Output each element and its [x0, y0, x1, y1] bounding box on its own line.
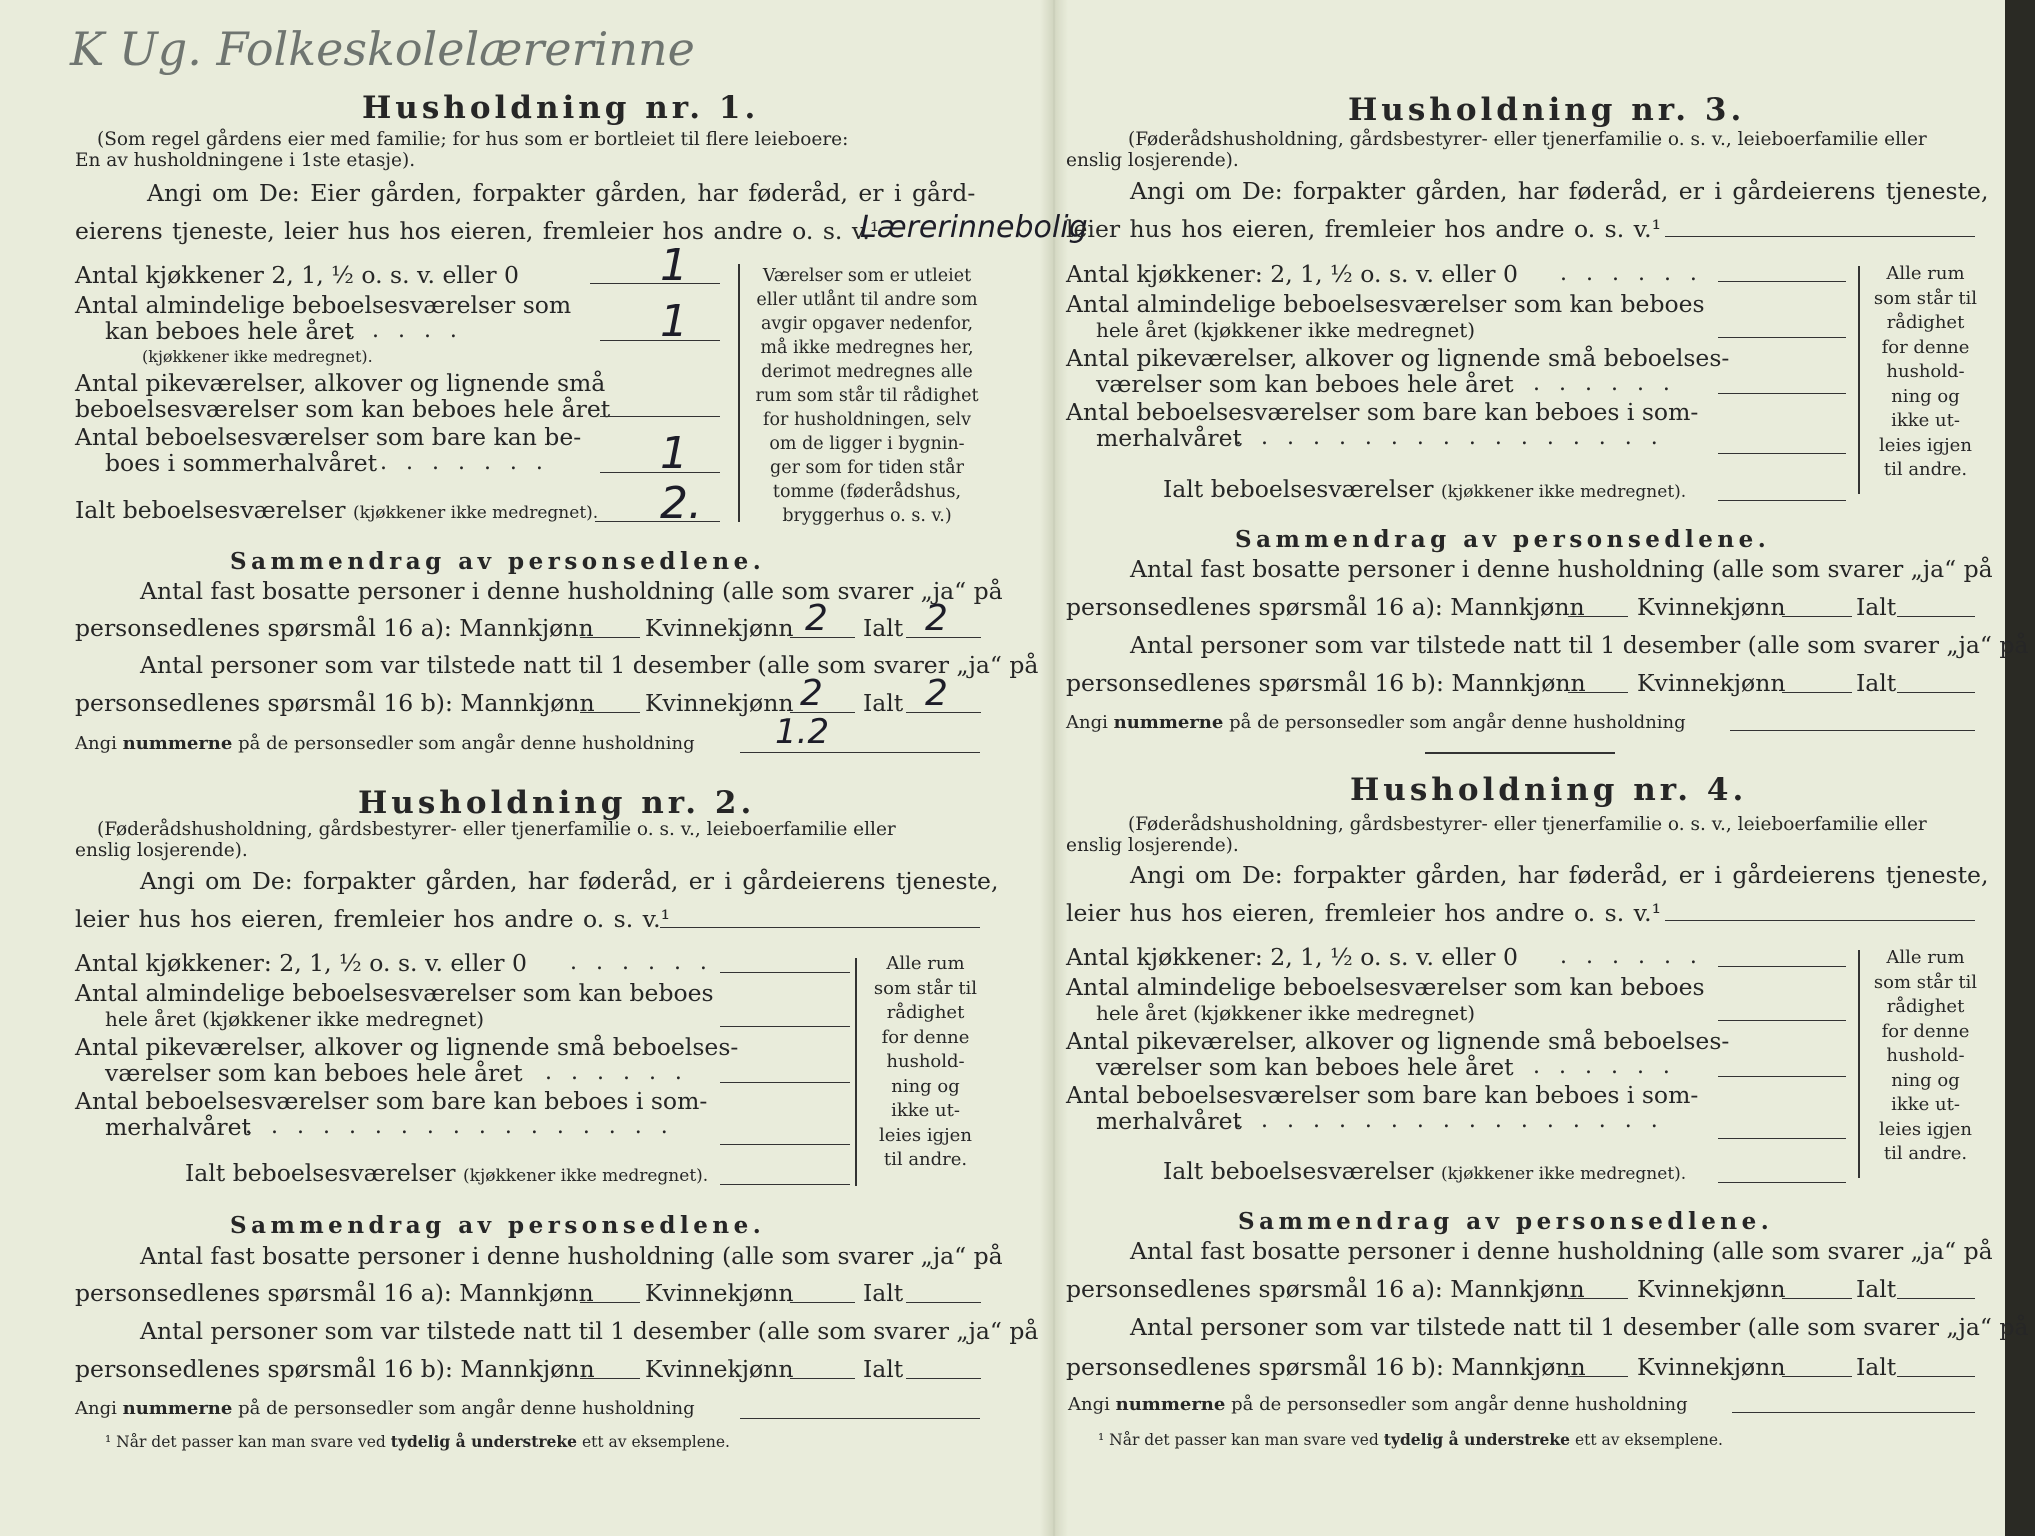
h2-numbers-bold: nummerne	[122, 1398, 233, 1419]
h4-note-1: (Føderådshusholdning, gårdsbestyrer- eller tjenerfamilie o. s. v., leieboerfamilie eller	[1128, 814, 1927, 835]
h1-total-value: 2.	[660, 478, 702, 529]
h3-total-note: (kjøkkener ikke medregnet).	[1441, 482, 1687, 502]
h2-angi-label: Angi om De:	[140, 867, 293, 895]
h3-kitchens-label: Antal kjøkkener: 2, 1, ½ o. s. v. eller 0	[1066, 260, 1518, 288]
h1-brace	[738, 264, 740, 522]
h2-note-1: (Føderådshusholdning, gårdsbestyrer- eller tjenerfamilie o. s. v., leieboerfamilie eller	[97, 819, 896, 840]
h2-pike-2: værelser som kan beboes hele året	[105, 1059, 523, 1087]
h3-numbers-post: på de personsedler som angår denne husholdning	[1229, 712, 1686, 733]
h1-numbers-pre: Angi	[75, 733, 117, 754]
h4-numbers-field[interactable]	[1732, 1412, 1975, 1413]
h4-title: Husholdning nr. 4.	[1350, 772, 1748, 808]
h2-16b-ialt-field[interactable]	[906, 1378, 981, 1379]
h4-pike-2: værelser som kan beboes hele året	[1096, 1053, 1514, 1081]
h1-angi-answer: Lærerinnebolig	[860, 210, 1088, 245]
h1-pike-1: Antal pikeværelser, alkover og lignende små	[75, 369, 606, 397]
right-footnote	[1098, 1430, 1723, 1449]
h4-numbers-pre: Angi	[1068, 1394, 1110, 1415]
h1-total-note: (kjøkkener ikke medregnet).	[353, 503, 599, 523]
h3-note-2: enslig losjerende).	[1066, 150, 1239, 171]
h2-16b-ialt-label: Ialt	[863, 1355, 904, 1383]
h4-summary-a2: personsedlenes spørsmål 16 a): Mannkjønn	[1066, 1275, 1585, 1303]
h2-16b-kvinne-field[interactable]	[790, 1378, 855, 1379]
h4-kitchens-dots: . . . . . .	[1560, 944, 1703, 969]
h4-summary-a1: Antal fast bosatte personer i denne husholdning (alle som svarer „ja“ på	[1130, 1237, 1993, 1265]
h1-note-1: (Som regel gårdens eier med familie; for hus som er bortleiet til flere leieboere:	[97, 129, 849, 150]
h2-brace	[855, 958, 857, 1186]
h4-numbers-label	[1068, 1394, 1688, 1415]
h1-summer-dots: . . . . . . .	[380, 450, 549, 475]
h1-rooms-2: kan beboes hele året	[105, 317, 354, 345]
h2-numbers-pre: Angi	[75, 1398, 117, 1419]
h4-kitchens-field[interactable]	[1718, 966, 1846, 967]
h3-summer-dots: . . . . . . . . . . . . . . . . .	[1235, 425, 1664, 450]
h2-summary-b1: Antal personer som var tilstede natt til 1 desember (alle som svarer „ja“ på	[140, 1317, 1039, 1345]
h1-rooms-1: Antal almindelige beboelsesværelser som	[75, 291, 572, 319]
h1-numbers-value: 1.2	[775, 712, 830, 752]
section-divider	[1425, 752, 1615, 754]
h2-rooms-field[interactable]	[720, 1026, 850, 1027]
h1-total-label	[75, 497, 598, 526]
h2-kitchens-dots: . . . . . .	[570, 950, 713, 975]
h1-numbers-bold: nummerne	[122, 733, 233, 754]
h1-summary-title: Sammendrag av personsedlene.	[230, 548, 766, 575]
h1-16b-kvinne-label: Kvinnekjønn	[645, 689, 794, 717]
h4-pike-1: Antal pikeværelser, alkover og lignende små beboelses-	[1066, 1027, 1730, 1055]
h1-pike-2: beboelsesværelser som kan beboes hele året	[75, 395, 611, 423]
h2-pike-field[interactable]	[720, 1082, 850, 1083]
h2-16a-ialt-label: Ialt	[863, 1279, 904, 1307]
h4-summer-1: Antal beboelsesværelser som bare kan beboes i som-	[1066, 1081, 1699, 1109]
h2-kitchens-label: Antal kjøkkener: 2, 1, ½ o. s. v. eller 0	[75, 949, 527, 977]
h3-pike-field[interactable]	[1718, 393, 1846, 394]
h3-16b-ialt-label: Ialt	[1856, 669, 1897, 697]
h4-angi-options: forpakter gården, har føderåd, er i gårdeierens tjeneste,	[1293, 861, 1989, 889]
h4-16a-ialt-field[interactable]	[1897, 1298, 1975, 1299]
h3-angi-options: forpakter gården, har føderåd, er i gårdeierens tjeneste,	[1293, 177, 1989, 205]
h4-16b-kvinne-label: Kvinnekjønn	[1637, 1353, 1786, 1381]
h1-angi-options: Eier gården, forpakter gården, har føderåd, er i gård-	[310, 179, 976, 207]
h4-numbers-bold: nummerne	[1115, 1394, 1226, 1415]
h2-note-2: enslig losjerende).	[75, 840, 248, 861]
h3-summer-field[interactable]	[1718, 453, 1846, 454]
left-footnote-mark: ¹	[105, 1433, 112, 1451]
h3-brace	[1858, 266, 1860, 494]
h1-pike-field[interactable]	[600, 416, 720, 417]
h2-numbers-field[interactable]	[740, 1418, 980, 1419]
h3-summer-1: Antal beboelsesværelser som bare kan beboes i som-	[1066, 398, 1699, 426]
right-footnote-pre: Når det passer kan man svare ved	[1109, 1431, 1379, 1449]
h1-16a-mann-field[interactable]	[580, 637, 640, 638]
h4-angi-line1	[1130, 862, 1988, 888]
h3-16a-mann-field[interactable]	[1568, 616, 1628, 617]
h2-summary-b2: personsedlenes spørsmål 16 b): Mannkjønn	[75, 1355, 595, 1383]
h3-pike-2: værelser som kan beboes hele året	[1096, 370, 1514, 398]
h2-side-note: Alle rum som står til rådighet for denne hushold- ning og ikke ut- leies igjen til andre.	[873, 953, 978, 1170]
h3-16b-mann-field[interactable]	[1568, 692, 1628, 693]
h3-summary-b2: personsedlenes spørsmål 16 b): Mannkjønn	[1066, 669, 1586, 697]
h1-note-2: En av husholdningene i 1ste etasje).	[75, 150, 416, 171]
h3-rooms-field[interactable]	[1718, 337, 1846, 338]
h3-numbers-field[interactable]	[1730, 730, 1975, 731]
h4-total-label	[1163, 1158, 1686, 1187]
h3-16a-kvinne-field[interactable]	[1782, 616, 1852, 617]
right-footnote-bold: tydelig å understreke	[1383, 1430, 1571, 1449]
h1-numbers-field[interactable]	[740, 752, 980, 753]
h3-16b-kvinne-label: Kvinnekjønn	[1637, 669, 1786, 697]
h2-total-field[interactable]	[720, 1184, 850, 1185]
h3-16a-kvinne-label: Kvinnekjønn	[1637, 593, 1786, 621]
h2-summer-field[interactable]	[720, 1144, 850, 1145]
right-footnote-post: ett av eksemplene.	[1574, 1431, 1723, 1449]
h4-pike-dots: . . . . . .	[1533, 1054, 1676, 1079]
h3-side-note: Alle rum som står til rådighet for denne hushold- ning og ikke ut- leies igjen til andre.	[1873, 263, 1978, 480]
h4-summer-2: merhalvåret	[1096, 1107, 1242, 1135]
h1-total-text: Ialt beboelsesværelser	[75, 496, 346, 524]
h2-summary-title: Sammendrag av personsedlene.	[230, 1212, 766, 1239]
h2-total-note: (kjøkkener ikke medregnet).	[463, 1166, 709, 1186]
h2-16b-mann-field[interactable]	[580, 1378, 640, 1379]
h2-angi-line2: leier hus hos eieren, fremleier hos andre o. s. v.¹	[75, 905, 671, 933]
h2-total-text: Ialt beboelsesværelser	[185, 1159, 456, 1187]
h2-total-label	[185, 1160, 708, 1189]
h3-numbers-bold: nummerne	[1113, 712, 1224, 733]
h2-kitchens-field[interactable]	[720, 972, 850, 973]
h3-pike-1: Antal pikeværelser, alkover og lignende små beboelses-	[1066, 344, 1730, 372]
h4-rooms-1: Antal almindelige beboelsesværelser som kan beboes	[1066, 973, 1705, 1001]
h3-angi-field[interactable]	[1665, 236, 1975, 237]
h4-rooms-2: hele året (kjøkkener ikke medregnet)	[1096, 1001, 1476, 1025]
h4-pike-field[interactable]	[1718, 1076, 1846, 1077]
h1-16a-ialt-value: 2	[925, 598, 948, 639]
h2-summer-2: merhalvåret	[105, 1113, 251, 1141]
h1-summary-a1: Antal fast bosatte personer i denne husholdning (alle som svarer „ja“ på	[140, 577, 1003, 605]
h1-side-note: Værelser som er utleiet eller utlånt til andre som avgir opgaver nedenfor, må ikke medregnes her, derimot medregnes alle rum som står til rådighet for husholdningen, selv om de ligger i bygnin- ger som for tiden står tomme (føderådshus, bryggerhus o. s. v.)	[755, 266, 979, 526]
h1-summary-b1: Antal personer som var tilstede natt til 1 desember (alle som svarer „ja“ på	[140, 651, 1039, 679]
h4-total-note: (kjøkkener ikke medregnet).	[1441, 1164, 1687, 1184]
left-footnote-bold: tydelig å understreke	[390, 1432, 578, 1451]
h2-16b-kvinne-label: Kvinnekjønn	[645, 1355, 794, 1383]
h4-16a-mann-field[interactable]	[1568, 1298, 1628, 1299]
h4-16a-ialt-label: Ialt	[1856, 1275, 1897, 1303]
h3-summary-b1: Antal personer som var tilstede natt til 1 desember (alle som svarer „ja“ på	[1130, 631, 2029, 659]
h1-angi-line1	[147, 180, 975, 206]
h4-summary-b1: Antal personer som var tilstede natt til 1 desember (alle som svarer „ja“ på	[1130, 1313, 2029, 1341]
h1-16b-mann-field[interactable]	[580, 712, 640, 713]
h3-kitchens-field[interactable]	[1718, 281, 1846, 282]
h4-angi-line2: leier hus hos eieren, fremleier hos andre o. s. v.¹	[1066, 899, 1662, 927]
h1-summary-b2: personsedlenes spørsmål 16 b): Mannkjønn	[75, 689, 595, 717]
scan-edge	[2005, 0, 2035, 1536]
h1-angi-label: Angi om De:	[147, 179, 300, 207]
h3-rooms-1: Antal almindelige beboelsesværelser som kan beboes	[1066, 290, 1705, 318]
left-footnote-pre: Når det passer kan man svare ved	[116, 1433, 386, 1451]
h1-title: Husholdning nr. 1.	[362, 90, 760, 126]
h4-numbers-post: på de personsedler som angår denne husholdning	[1231, 1394, 1688, 1415]
h1-16b-ialt-value: 2	[925, 673, 948, 714]
h1-rooms-3: (kjøkkener ikke medregnet).	[142, 347, 373, 366]
h3-16a-ialt-field[interactable]	[1897, 616, 1975, 617]
h2-rooms-1: Antal almindelige beboelsesværelser som kan beboes	[75, 979, 714, 1007]
h3-numbers-pre: Angi	[1066, 712, 1108, 733]
h2-16a-kvinne-label: Kvinnekjønn	[645, 1279, 794, 1307]
h1-kitchens-field[interactable]	[590, 283, 720, 284]
h4-16b-ialt-field[interactable]	[1897, 1376, 1975, 1377]
h4-side-note: Alle rum som står til rådighet for denne hushold- ning og ikke ut- leies igjen til andre.	[1873, 947, 1978, 1164]
h4-16b-ialt-label: Ialt	[1856, 1353, 1897, 1381]
h1-16b-kvinne-value: 2	[800, 673, 823, 714]
h2-title: Husholdning nr. 2.	[358, 785, 756, 821]
h1-summer-2: boes i sommerhalvåret	[105, 449, 378, 477]
h2-16a-mann-field[interactable]	[580, 1302, 640, 1303]
h1-rooms-value: 1	[660, 296, 688, 347]
h2-angi-line1	[140, 868, 998, 894]
h3-angi-line1	[1130, 178, 1988, 204]
h4-note-2: enslig losjerende).	[1066, 835, 1239, 856]
h4-summary-title: Sammendrag av personsedlene.	[1238, 1208, 1774, 1235]
h4-angi-label: Angi om De:	[1130, 861, 1283, 889]
h3-16b-kvinne-field[interactable]	[1782, 692, 1852, 693]
h1-kitchens-label: Antal kjøkkener 2, 1, ½ o. s. v. eller 0	[75, 261, 519, 289]
h3-kitchens-dots: . . . . . .	[1560, 261, 1703, 286]
h2-numbers-post: på de personsedler som angår denne husholdning	[238, 1398, 695, 1419]
h4-16b-mann-field[interactable]	[1568, 1376, 1628, 1377]
h2-16a-kvinne-field[interactable]	[790, 1302, 855, 1303]
h4-16a-kvinne-field[interactable]	[1782, 1298, 1852, 1299]
h3-pike-dots: . . . . . .	[1533, 371, 1676, 396]
h2-angi-field[interactable]	[660, 927, 980, 928]
h3-angi-label: Angi om De:	[1130, 177, 1283, 205]
h4-total-text: Ialt beboelsesværelser	[1163, 1157, 1434, 1185]
h1-angi-line2: eierens tjeneste, leier hus hos eieren, fremleier hos andre o. s. v.¹	[75, 217, 880, 245]
h2-summary-a2: personsedlenes spørsmål 16 a): Mannkjønn	[75, 1279, 594, 1307]
h2-summer-1: Antal beboelsesværelser som bare kan beboes i som-	[75, 1087, 708, 1115]
h3-note-1: (Føderådshusholdning, gårdsbestyrer- eller tjenerfamilie o. s. v., leieboerfamilie eller	[1128, 129, 1927, 150]
h2-summary-a1: Antal fast bosatte personer i denne husholdning (alle som svarer „ja“ på	[140, 1242, 1003, 1270]
h1-summary-a2: personsedlenes spørsmål 16 a): Mannkjønn	[75, 614, 594, 642]
h2-summer-dots: . . . . . . . . . . . . . . . . .	[245, 1114, 674, 1139]
h1-numbers-label	[75, 733, 695, 754]
h4-16a-kvinne-label: Kvinnekjønn	[1637, 1275, 1786, 1303]
h1-summer-1: Antal beboelsesværelser som bare kan be-	[75, 423, 582, 451]
h3-numbers-label	[1066, 712, 1686, 733]
h2-rooms-2: hele året (kjøkkener ikke medregnet)	[105, 1007, 485, 1031]
h3-summary-a2: personsedlenes spørsmål 16 a): Mannkjønn	[1066, 593, 1585, 621]
h4-rooms-field[interactable]	[1718, 1020, 1846, 1021]
h4-brace	[1858, 950, 1860, 1178]
h3-summer-2: merhalvåret	[1096, 424, 1242, 452]
h4-angi-field[interactable]	[1665, 920, 1975, 921]
h3-total-label	[1163, 476, 1686, 505]
h3-total-text: Ialt beboelsesværelser	[1163, 475, 1434, 503]
left-footnote-post: ett av eksemplene.	[581, 1433, 730, 1451]
h1-numbers-post: på de personsedler som angår denne husholdning	[238, 733, 695, 754]
h4-16b-kvinne-field[interactable]	[1782, 1376, 1852, 1377]
h3-16a-ialt-label: Ialt	[1856, 593, 1897, 621]
h1-16b-ialt-label: Ialt	[863, 689, 904, 717]
pencil-annotation: K Ug. Folkeskolelærerinne	[70, 22, 695, 76]
h1-rooms-dots: . . . . . .	[320, 318, 463, 343]
h1-16a-ialt-label: Ialt	[863, 614, 904, 642]
h2-numbers-label	[75, 1398, 695, 1419]
h4-summary-b2: personsedlenes spørsmål 16 b): Mannkjønn	[1066, 1353, 1586, 1381]
h2-pike-1: Antal pikeværelser, alkover og lignende små beboelses-	[75, 1033, 739, 1061]
h1-summer-value: 1	[660, 428, 688, 479]
h4-total-field[interactable]	[1718, 1182, 1846, 1183]
left-footnote	[105, 1432, 730, 1451]
h3-total-field[interactable]	[1718, 500, 1846, 501]
h2-angi-options: forpakter gården, har føderåd, er i gårdeierens tjeneste,	[303, 867, 999, 895]
right-footnote-mark: ¹	[1098, 1431, 1105, 1449]
h3-16b-ialt-field[interactable]	[1897, 692, 1975, 693]
h2-pike-dots: . . . . . .	[545, 1060, 688, 1085]
h1-kitchens-value: 1	[660, 240, 688, 291]
h1-16a-kvinne-value: 2	[805, 598, 828, 639]
h4-summer-field[interactable]	[1718, 1138, 1846, 1139]
h4-kitchens-label: Antal kjøkkener: 2, 1, ½ o. s. v. eller 0	[1066, 943, 1518, 971]
h3-title: Husholdning nr. 3.	[1348, 92, 1746, 128]
h2-16a-ialt-field[interactable]	[906, 1302, 981, 1303]
h3-angi-line2: leier hus hos eieren, fremleier hos andre o. s. v.¹	[1066, 215, 1662, 243]
h3-summary-title: Sammendrag av personsedlene.	[1235, 526, 1771, 553]
h3-summary-a1: Antal fast bosatte personer i denne husholdning (alle som svarer „ja“ på	[1130, 555, 1993, 583]
h1-16a-kvinne-label: Kvinnekjønn	[645, 614, 794, 642]
h4-summer-dots: . . . . . . . . . . . . . . . . .	[1235, 1108, 1664, 1133]
h3-rooms-2: hele året (kjøkkener ikke medregnet)	[1096, 318, 1476, 342]
